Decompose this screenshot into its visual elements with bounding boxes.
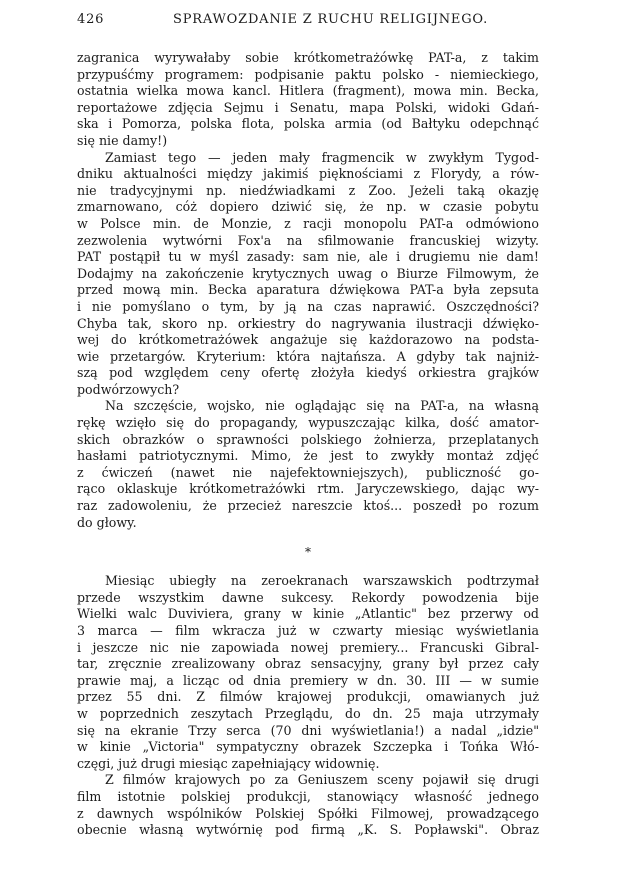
text-line: skich obrazków o sprawności polskiego żołnierza, przeplatanych	[77, 431, 539, 447]
text-line: reportażowe zdjęcia Sejmu i Senatu, mapa Polski, widoki Gdań-	[77, 99, 539, 115]
page-header	[77, 12, 547, 32]
text-line: Miesiąc ubiegły na zeroekranach warszawskich podtrzymał	[105, 573, 539, 589]
text-line: Z filmów krajowych po za Geniuszem sceny pojawił się drugi	[105, 772, 539, 788]
section-separator: *	[305, 545, 311, 560]
spacer	[77, 531, 539, 545]
text-line: z dawnych wspólników Polskiej Spółki Filmowej, prowadzącego	[77, 805, 539, 821]
text-line: szą pod względem ceny ofertę złożyła kiedyś orkiestra grajków	[77, 365, 539, 381]
paragraph-3	[77, 398, 539, 531]
text-line: się na ekranie Trzy serca (70 dni wyświetlania!) a nadal „idzie"	[77, 722, 539, 738]
text-line: ostatnia wielka mowa kancl. Hitlera (fragment), mowa min. Becka,	[77, 83, 539, 99]
spacer	[77, 559, 539, 573]
text-line: dniku aktualności między jakimiś pięknościami z Florydy, a rów-	[77, 166, 539, 182]
text-line: tar, zręcznie zrealizowany obraz sensacyjny, grany był przez cały	[77, 656, 539, 672]
text-line: podwórzowych?	[77, 381, 180, 397]
text-line: w Polsce min. de Monzie, z racji monopolu PAT-a odmówiono	[77, 215, 539, 231]
text-line: Chyba tak, skoro np. orkiestry do nagrywania ilustracji dźwięko-	[77, 315, 539, 331]
text-line: nie tradycyjnymi np. niedźwiadkami z Zoo. Jeżeli taką okazję	[77, 182, 539, 198]
text-line: przede wszystkim dawne sukcesy. Rekordy powodzenia bije	[77, 589, 539, 605]
text-line: film istotnie polskiej produkcji, stanowiący własność jednego	[77, 788, 539, 804]
text-line: wie przetargów. Kryterium: która najtańsza. A gdyby tak najniż-	[77, 348, 539, 364]
text-line: zezwolenia wytwórni Fox'a na sfilmowanie francuskiej wizyty.	[77, 232, 539, 248]
text-line: prawie maj, a licząc od dnia premiery w dn. 30. III — w sumie	[77, 672, 539, 688]
text-line: ska i Pomorza, polska flota, polska armia (od Bałtyku odepchnąć	[77, 116, 539, 132]
text-line: obecnie własną wytwórnię pod firmą „K. S. Popławski". Obraz	[77, 822, 539, 838]
text-line: Dodajmy na zakończenie krytycznych uwag o Biurze Filmowym, że	[77, 265, 539, 281]
text-line: się nie damy!)	[77, 132, 168, 148]
text-line: wej do krótkometrażówek angażuje się każdorazowo na podsta-	[77, 332, 539, 348]
article-body	[77, 50, 539, 839]
text-line: Wielki walc Duviviera, grany w kinie „Atlantic" bez przerwy od	[77, 606, 539, 622]
text-line: rękę wzięło się do propagandy, wypuszczając kilka, dość amator-	[77, 415, 539, 431]
text-line: zmarnowano, cóż dopiero dziwić się, że np. w czasie pobytu	[77, 199, 539, 215]
text-line: przypuśćmy programem: podpisanie paktu polsko - niemieckiego,	[77, 66, 539, 82]
text-line: Na szczęście, wojsko, nie oglądając się na PAT-a, na własną	[105, 398, 539, 414]
text-line: w poprzednich zeszytach Przeglądu, do dn. 25 maja utrzymały	[77, 705, 539, 721]
paragraph-1	[77, 50, 539, 150]
text-line: z ćwiczeń (nawet nie najefektowniejszych), publiczność go-	[77, 464, 539, 480]
text-line: przez 55 dni. Z filmów krajowej produkcji, omawianych już	[77, 689, 539, 705]
text-line: do głowy.	[77, 514, 137, 530]
text-line: i nie pomyślano o tym, by ją na czas naprawić. Oszczędności?	[77, 298, 539, 314]
page-number: 426	[77, 12, 105, 27]
text-line: rąco oklaskuje krótkometrażówki rtm. Jaryczewskiego, dając wy-	[77, 481, 539, 497]
paragraph-2	[77, 150, 539, 399]
text-line: 3 marca — film wkracza już w czwarty miesiąc wyświetlania	[77, 623, 539, 638]
text-line: przed mową min. Becka aparatura dźwiękowa PAT-a była zepsuta	[77, 282, 539, 298]
paragraph-4	[77, 573, 539, 772]
text-line: częgi, już drugi miesiąc zapełniający widownię.	[77, 755, 380, 771]
text-line: Zamiast tego — jeden mały fragmencik w zwykłym Tygod-	[105, 149, 539, 165]
text-line: hasłami patriotycznymi. Mimo, że jest to zwykły montaż zdjęć	[77, 448, 539, 464]
paragraph-5	[77, 772, 539, 838]
text-line: raz zadowoleniu, że przecież nareszcie ktoś... poszedł po rozum	[77, 498, 539, 514]
text-line: w kinie „Victoria" sympatyczny obrazek Szczepka i Tońka Włó-	[77, 739, 539, 755]
running-title: SPRAWOZDANIE Z RUCHU RELIGIJNEGO.	[173, 12, 489, 27]
text-line: i jeszcze nic nie zapowiada nowej premiery... Francuski Gibral-	[77, 639, 539, 655]
text-line: zagranica wyrywałaby sobie krótkometrażówkę PAT-a, z takim	[77, 50, 539, 65]
text-line: PAT postąpił tu w myśl zasady: sam nie, ale i drugiemu nie dam!	[77, 249, 539, 265]
